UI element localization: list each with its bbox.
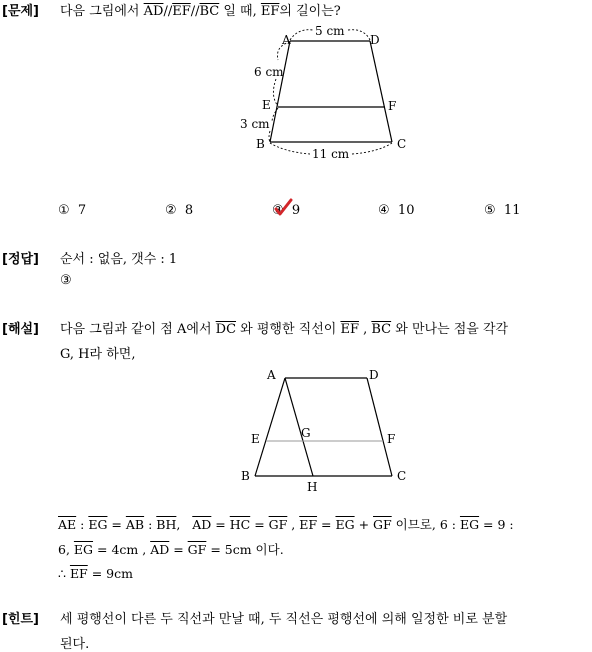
choice-value: 11 [503,203,521,218]
segment-bh: $\overline{BH}$ [156,517,177,532]
parallel-sign: // [190,4,200,19]
segment-ef-2: $\overline{EF}$ [260,4,280,19]
segment-ef: $\overline{EF}$ [69,566,88,581]
eq-text: = [169,542,188,557]
label-c: C [397,137,407,151]
segment-ad: $\overline{AD}$ [143,4,164,19]
eq-text: = [211,517,230,532]
choice-number: ① [58,203,70,218]
hint-line-2: 된다. [60,637,90,652]
solution-text: 와 평행한 직선이 [236,322,341,337]
segment-eg: $\overline{EG}$ [459,517,480,532]
parallel-sign: // [163,4,173,19]
equation-line-2 [58,540,284,558]
segment-gf: $\overline{GF}$ [187,542,207,557]
eq-text: = [250,517,269,532]
label-f: F [388,99,397,113]
edge-dc [370,41,392,142]
segment-gf: $\overline{GF}$ [268,517,288,532]
solution-line-2: G, H라 하면, [60,347,136,362]
solution-text: 다음 그림과 같이 점 A에서 [60,322,216,337]
segment-ef: $\overline{EF}$ [340,322,359,337]
answer-tag: [정답] [2,252,39,267]
solution-text: , [358,322,372,337]
label-d: D [369,368,379,382]
segment-dc: $\overline{DC}$ [215,322,237,337]
choice-1[interactable] [58,203,86,218]
top-brace-right [348,30,370,40]
label-a: A [267,368,276,382]
eq-text: : [144,517,157,532]
length-eb: 3 cm [240,117,270,131]
eq-text: : [76,517,89,532]
label-b: B [256,137,265,151]
eq-text: + [354,517,374,532]
solution-figure [235,362,415,497]
segment-eg: $\overline{EG}$ [335,517,355,532]
segment-eg: $\overline{EG}$ [73,542,94,557]
length-bc: 11 cm [312,147,350,161]
segment-ef: $\overline{EF}$ [299,517,318,532]
choice-number: ③ [272,203,284,218]
label-e: E [262,98,271,112]
question-text [60,0,341,19]
ae-brace-bottom [273,79,278,106]
eq-text: 6, [58,542,74,557]
solution-line-1 [60,318,508,337]
segment-eg: $\overline{EG}$ [88,517,108,532]
choice-number: ④ [378,203,390,218]
solution-tag: [해설] [2,322,39,337]
label-c: C [397,469,407,483]
segment-ab: $\overline{AB}$ [125,517,145,532]
choice-5[interactable] [484,203,520,218]
eq-text: = 9 : [479,517,514,532]
label-g: G [301,426,311,440]
answer-line-1: 순서 : 없음, 갯수 : 1 [60,252,178,267]
equation-line-3 [58,566,133,581]
solution-text: 와 만나는 점을 각각 [391,322,509,337]
question-suffix: 의 길이는? [279,4,341,19]
choice-value: 10 [397,203,415,218]
eq-text: = [107,517,126,532]
length-ad: 5 cm [315,24,345,38]
therefore-sign: ∴ [58,566,70,581]
choice-value: 8 [184,203,194,218]
question-prefix: 다음 그림에서 [60,4,144,19]
eq-text: = [317,517,336,532]
eq-text: = 4cm , [93,542,151,557]
problem-tag: [문제] [2,4,39,19]
segment-bc: $\overline{BC}$ [199,4,220,19]
label-e: E [251,432,260,446]
eq-text: , [287,517,300,532]
bottom-brace-left [270,143,310,154]
choice-value: 7 [77,203,87,218]
label-h: H [307,480,318,494]
choice-2[interactable] [165,203,193,218]
edge-dc [367,378,392,476]
question-middle: 일 때, [219,4,261,19]
choice-number: ⑤ [484,203,496,218]
segment-ae: $\overline{AE}$ [58,517,77,532]
choice-4[interactable] [378,203,414,218]
segment-bc: $\overline{BC}$ [371,322,392,337]
hint-line-1: 세 평행선이 다른 두 직선과 만날 때, 두 직선은 평행선에 의해 일정한 비로 분할 [60,612,508,627]
label-f: F [387,432,396,446]
problem-figure [230,20,430,165]
edge-ab [255,378,285,476]
choice-number: ② [165,203,177,218]
eq-text: = 9cm [87,566,133,581]
label-d: D [370,33,380,47]
checkmark-icon [272,198,294,218]
answer-line-2: ③ [60,273,72,288]
label-a: A [282,33,291,47]
choice-value: 9 [291,203,301,218]
hint-tag: [힌트] [2,612,39,627]
length-ae: 6 cm [254,65,284,79]
segment-hc: $\overline{HC}$ [229,517,251,532]
segment-ad: $\overline{AD}$ [192,517,212,532]
eq-text: 이므로, 6 : [391,517,460,532]
segment-ad: $\overline{AD}$ [150,542,170,557]
eq-text: = 5cm 이다. [206,542,284,557]
eq-text: , [176,517,193,532]
segment-ef: $\overline{EF}$ [172,4,191,19]
segment-gf: $\overline{GF}$ [373,517,392,532]
label-b: B [241,469,250,483]
top-brace-left [290,30,313,40]
equation-line-1 [58,515,514,533]
bottom-brace-right [352,143,392,154]
